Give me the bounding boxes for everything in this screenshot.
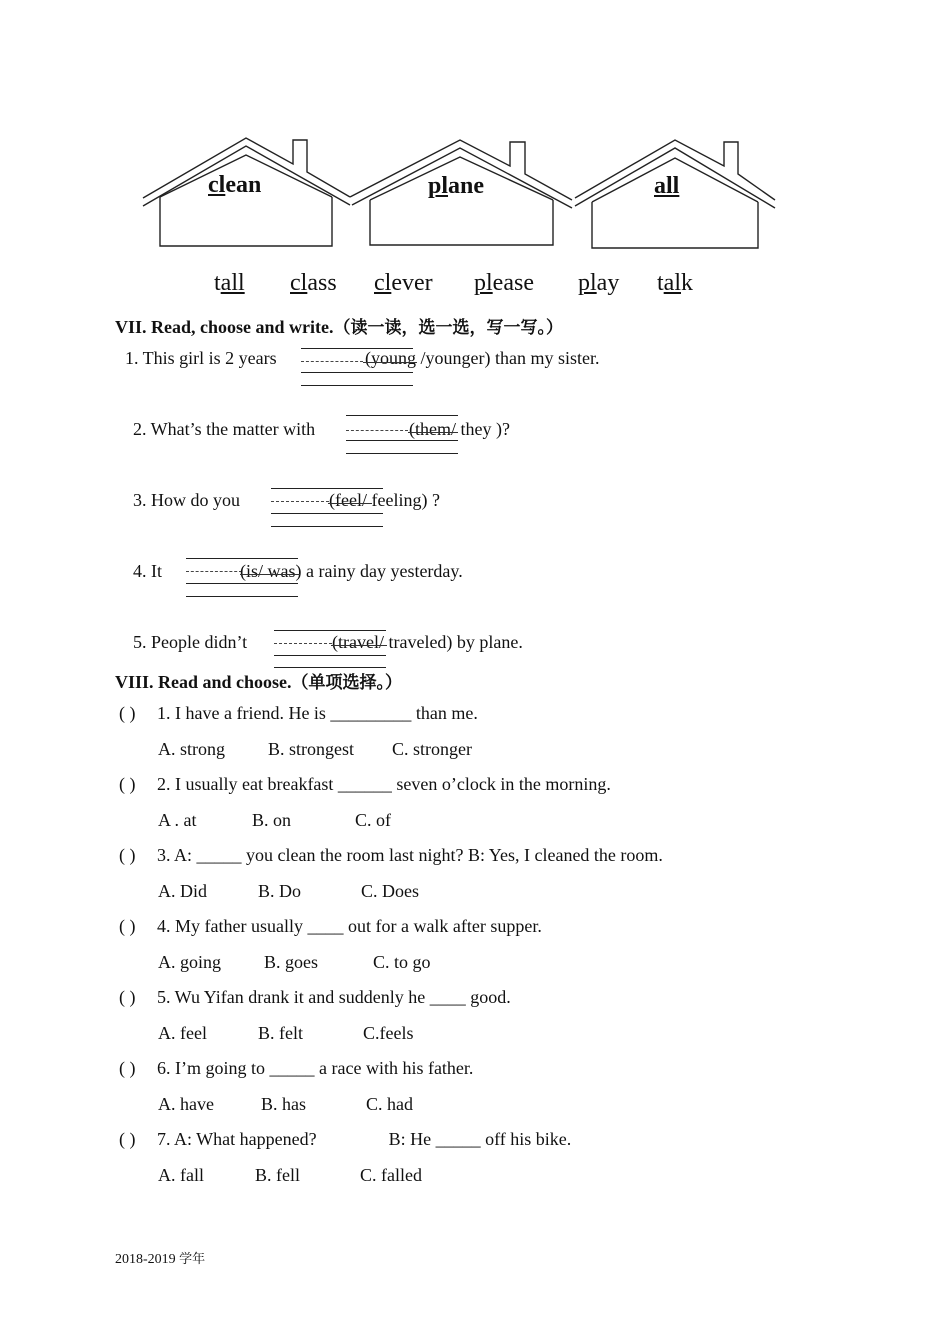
s7-item-2-choice: (them/ they )? — [409, 419, 510, 439]
footer-year: 2018-2019 — [115, 1252, 176, 1267]
s7-item-3-choice: (feel/ feeling) ? — [329, 490, 440, 510]
s7-item-1-blank-mid — [301, 372, 413, 373]
house-label-plane-underlined: pl — [428, 173, 449, 199]
q5-option-c: C.feels — [363, 1023, 414, 1043]
section-8-title — [115, 668, 402, 693]
house-label-plane-rest: ane — [448, 173, 485, 199]
house-label-all-underlined: all — [654, 173, 680, 199]
s7-item-4-blank-mid — [186, 583, 298, 584]
s7-item-5-before: 5. People didn’t — [133, 632, 248, 652]
footer-cn: 学年 — [179, 1252, 206, 1267]
q6-option-a: A. have — [158, 1094, 214, 1114]
house-label-clean-underlined: cl — [208, 172, 226, 198]
q6-paren: ( ) — [119, 1058, 136, 1078]
q2-text: 2. I usually eat breakfast ______ seven o’clock in the morning. — [157, 774, 611, 794]
s7-item-1-strike — [363, 362, 417, 363]
q4-paren: ( ) — [119, 916, 136, 936]
s7-item-1-choice: (young /younger) than my sister. — [365, 348, 600, 368]
s7-item-3-before: 3. How do you — [133, 490, 240, 510]
s7-item-2-blank-top — [346, 415, 458, 416]
q3-paren: ( ) — [119, 845, 136, 865]
q4-option-c: C. to go — [373, 952, 431, 972]
s7-item-1-blank-dash — [301, 361, 363, 362]
q7-text: 7. A: What happened? B: He _____ off his bike. — [157, 1129, 572, 1149]
footer — [115, 1248, 205, 1268]
q7-paren: ( ) — [119, 1129, 136, 1149]
q5-option-b: B. felt — [258, 1023, 303, 1043]
s7-item-5-blank-top — [274, 630, 386, 631]
s7-item-3-blank-bottom — [271, 526, 383, 527]
s7-item-1-blank-bottom — [301, 385, 413, 386]
q2-option-b: B. on — [252, 810, 292, 830]
q7-option-b: B. fell — [255, 1165, 300, 1185]
q1-option-c: C. stronger — [392, 739, 472, 759]
s7-item-2-strike — [408, 432, 458, 433]
q2-paren: ( ) — [119, 774, 136, 794]
s7-item-3-blank-top — [271, 488, 383, 489]
house-label-clean-rest: ean — [225, 172, 262, 198]
q3-option-c: C. Does — [361, 881, 419, 901]
section-7-title — [115, 313, 563, 338]
q7-option-c: C. falled — [360, 1165, 422, 1185]
q3-text: 3. A: _____ you clean the room last night? B: Yes, I cleaned the room. — [157, 845, 663, 865]
s7-item-3-blank-mid — [271, 513, 383, 514]
s7-item-3-strike — [328, 503, 372, 504]
q6-option-b: B. has — [261, 1094, 306, 1114]
q6-text: 6. I’m going to _____ a race with his father. — [157, 1058, 474, 1078]
q3-option-a: A. Did — [158, 881, 207, 901]
q5-option-a: A. feel — [158, 1023, 207, 1043]
q7-option-a: A. fall — [158, 1165, 204, 1185]
q5-paren: ( ) — [119, 987, 136, 1007]
s7-item-1-before: 1. This girl is 2 years — [125, 348, 277, 368]
s7-item-4-strike — [240, 574, 300, 575]
s7-item-4-choice: (is/ was) a rainy day yesterday. — [240, 561, 463, 581]
q1-text: 1. I have a friend. He is _________ than me. — [157, 703, 478, 723]
section-7-title-cn: （读一读，选一选，写一写。） — [333, 318, 563, 338]
s7-item-5-strike — [331, 645, 387, 646]
section-8-title-en: VIII. Read and choose. — [115, 672, 292, 692]
q5-text: 5. Wu Yifan drank it and suddenly he ____ good. — [157, 987, 511, 1007]
s7-item-4-blank-bottom — [186, 596, 298, 597]
s7-item-2-before: 2. What’s the matter with — [133, 419, 316, 439]
s7-item-3-blank-dash — [271, 501, 329, 502]
word-class: class — [290, 270, 337, 296]
s7-item-5-blank-mid — [274, 655, 386, 656]
word-play: play — [578, 270, 620, 296]
q1-paren: ( ) — [119, 703, 136, 723]
section-8-title-cn: （单项选择。） — [291, 673, 403, 693]
s7-item-2-blank-bottom — [346, 453, 458, 454]
q2-option-a: A . at — [158, 810, 197, 830]
q1-option-b: B. strongest — [268, 739, 355, 759]
s7-item-5-blank-dash — [274, 643, 332, 644]
house-label-plane — [428, 173, 484, 200]
word-talk: talk — [657, 270, 693, 296]
word-please: please — [474, 270, 534, 296]
section-7-title-en: VII. Read, choose and write. — [115, 317, 334, 337]
q3-option-b: B. Do — [258, 881, 302, 901]
s7-item-5-choice: (travel/ traveled) by plane. — [332, 632, 523, 652]
s7-item-4-blank-top — [186, 558, 298, 559]
houses-illustration — [0, 0, 950, 260]
q4-option-a: A. going — [158, 952, 221, 972]
s7-item-2-blank-dash — [346, 430, 408, 431]
s7-item-4-blank-dash — [186, 571, 242, 572]
word-clever: clever — [374, 270, 433, 296]
q6-option-c: C. had — [366, 1094, 413, 1114]
s7-item-4-before: 4. It — [133, 561, 162, 581]
s7-item-2-blank-mid — [346, 440, 458, 441]
word-tall: tall — [214, 270, 245, 296]
house-label-all — [654, 173, 679, 200]
q4-option-b: B. goes — [264, 952, 318, 972]
q1-option-a: A. strong — [158, 739, 225, 759]
q2-option-c: C. of — [355, 810, 391, 830]
q4-text: 4. My father usually ____ out for a walk after supper. — [157, 916, 542, 936]
house-label-clean — [208, 172, 261, 199]
